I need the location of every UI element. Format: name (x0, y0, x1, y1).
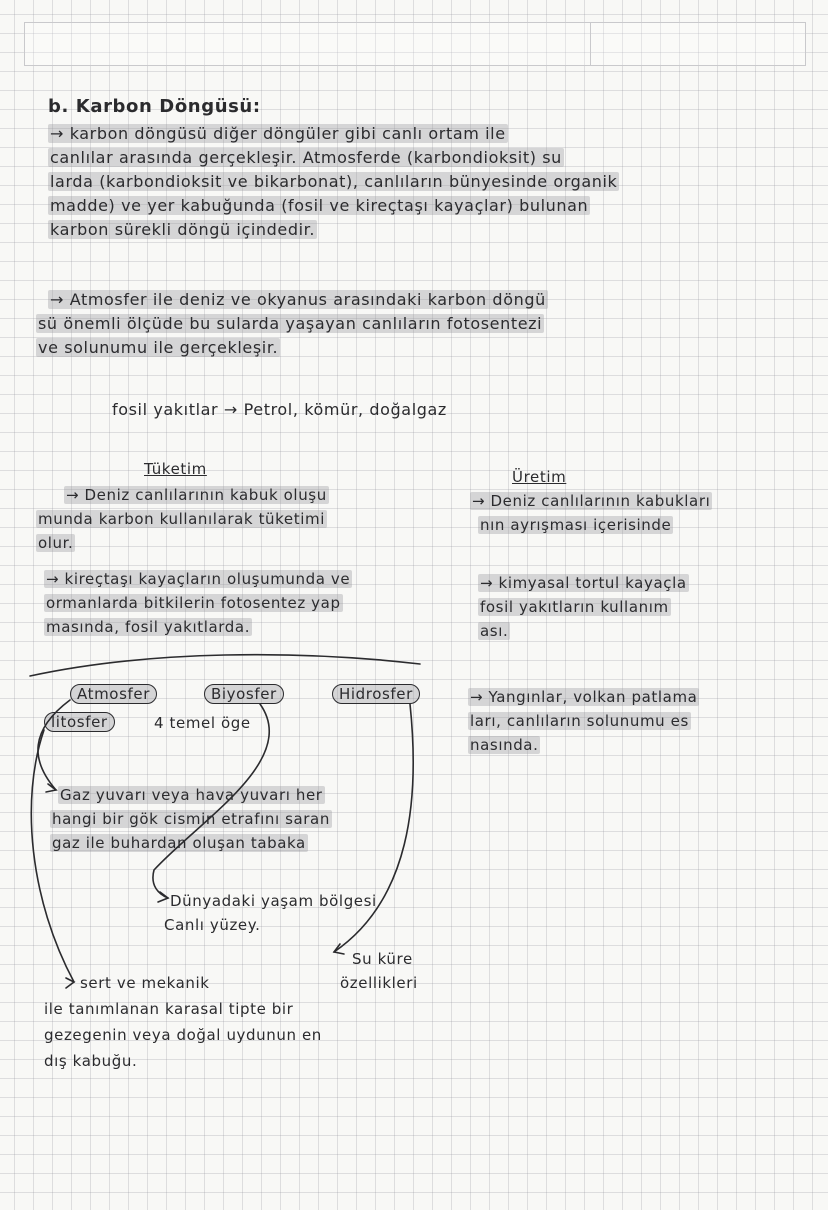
sphere-litosfer: litosfer (44, 712, 115, 732)
sphere-biyosfer: Biyosfer (204, 684, 284, 704)
tuketim-item1-line: → Deniz canlılarının kabuk oluşu (66, 486, 327, 504)
litosfer-definition-line: ile tanımlanan karasal tipte bir (44, 1000, 294, 1018)
uretim-heading: Üretim (512, 468, 567, 486)
uretim-item3-line: nasında. (470, 736, 539, 754)
litosfer-definition-line: sert ve mekanik (80, 974, 210, 992)
arrowhead (46, 784, 56, 792)
uretim-item3-line: → Yangınlar, volkan patlama (470, 688, 698, 706)
sphere-atmosfer: Atmosfer (70, 684, 157, 704)
uretim-item2-line: → kimyasal tortul kayaçla (480, 574, 687, 592)
uretim-item2-line: ası. (480, 622, 509, 640)
hidrosfer-definition-line: Su küre (352, 950, 413, 968)
litosfer-definition-line: dış kabuğu. (44, 1052, 138, 1070)
tuketim-heading: Tüketim (144, 460, 207, 478)
atmosfer-definition-line: Gaz yuvarı veya hava yuvarı her (60, 786, 323, 804)
tuketim-item2-line: masında, fosil yakıtlarda. (46, 618, 251, 636)
paragraph1-line: madde) ve yer kabuğunda (fosil ve kireçtaşı kayaçlar) bulunan (50, 196, 589, 215)
tuketim-item1-line: olur. (38, 534, 74, 552)
sphere-bracket (30, 655, 420, 676)
uretim-item2-line: fosil yakıtların kullanım (480, 598, 669, 616)
paragraph1-line: larda (karbondioksit ve bikarbonat), canlıların bünyesinde organik (50, 172, 618, 191)
paragraph1-line: canlılar arasında gerçekleşir. Atmosferde (karbondioksit) su (50, 148, 562, 167)
uretim-item1-line: → Deniz canlılarının kabukları (472, 492, 711, 510)
hidrosfer-definition-line: özellikleri (340, 974, 418, 992)
sphere-note: 4 temel öge (154, 714, 251, 732)
paragraph1-line: → karbon döngüsü diğer döngüler gibi canlı ortam ile (50, 124, 506, 143)
tuketim-item2-line: ormanlarda bitkilerin fotosentez yap (46, 594, 341, 612)
biyosfer-definition-line: Canlı yüzey. (164, 916, 261, 934)
paragraph2-line: sü önemli ölçüde bu sularda yaşayan canlıların fotosentezi (38, 314, 543, 333)
uretim-item3-line: ları, canlıların solunumu es (470, 712, 689, 730)
sphere-hidrosfer: Hidrosfer (332, 684, 420, 704)
paragraph1-line: karbon sürekli döngü içindedir. (50, 220, 316, 239)
hidrosfer-arrow (334, 704, 413, 952)
atmosfer-arrow (38, 700, 70, 790)
atmosfer-definition-line: gaz ile buhardan oluşan tabaka (52, 834, 306, 852)
tuketim-item2-line: → kireçtaşı kayaçların oluşumunda ve (46, 570, 351, 588)
litosfer-definition-line: gezegenin veya doğal uydunun en (44, 1026, 322, 1044)
fossil-fuels-line: fosil yakıtlar → Petrol, kömür, doğalgaz (112, 400, 447, 419)
biyosfer-arrow (153, 704, 269, 898)
litosfer-arrow (31, 730, 74, 982)
paragraph2-line: → Atmosfer ile deniz ve okyanus arasındaki karbon döngü (50, 290, 546, 309)
uretim-item1-line: nın ayrışması içerisinde (480, 516, 672, 534)
tuketim-item1-line: munda karbon kullanılarak tüketimi (38, 510, 325, 528)
atmosfer-definition-line: hangi bir gök cismin etrafını saran (52, 810, 330, 828)
paragraph2-line: ve solunumu ile gerçekleşir. (38, 338, 279, 357)
page-title: b. Karbon Döngüsü: (48, 96, 261, 117)
biyosfer-definition-line: Dünyadaki yaşam bölgesi (170, 892, 377, 910)
